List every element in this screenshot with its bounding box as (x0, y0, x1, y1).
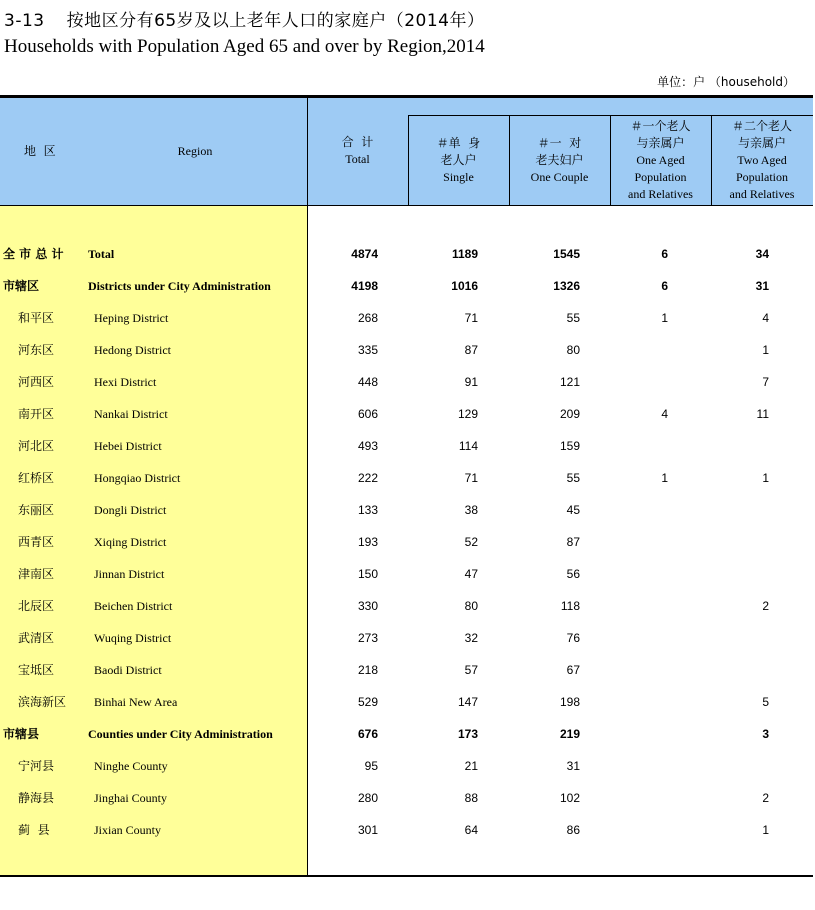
header-couple-cn2: 老夫妇户 (535, 152, 584, 167)
header-two-en1: Two Aged (737, 152, 787, 167)
region-en: Districts under City Administration (88, 279, 271, 293)
cell-single: 129 (457, 407, 478, 421)
header-couple-en: One Couple (530, 169, 589, 184)
header-divider (509, 115, 510, 205)
region-en: Baodi District (94, 663, 162, 677)
region-en: Jixian County (94, 823, 162, 837)
header-couple (509, 115, 610, 205)
title-cn-text: 按地区分有65岁及以上老年人口的家庭户（2014年） (66, 11, 485, 31)
table-row (0, 398, 813, 430)
cell-one-aged: 6 (661, 279, 668, 293)
cell-total: 95 (364, 759, 378, 773)
cell-total: 268 (357, 311, 378, 325)
header-single (408, 115, 509, 205)
table-row (0, 238, 813, 270)
cell-two-aged: 31 (755, 279, 769, 293)
region-en: Nankai District (94, 407, 168, 421)
cell-single: 57 (464, 663, 478, 677)
cell-couple: 87 (566, 535, 580, 549)
cell-single: 38 (464, 503, 478, 517)
cell-total: 529 (357, 695, 378, 709)
cell-couple: 1326 (553, 279, 580, 293)
cell-total: 301 (357, 823, 378, 837)
table-row (0, 814, 813, 846)
table-row (0, 302, 813, 334)
table-row (0, 622, 813, 654)
cell-two-aged: 1 (762, 823, 769, 837)
header-total-cn: 合 计 (341, 135, 374, 149)
header-one-en3: and Relatives (628, 186, 693, 201)
table-row (0, 750, 813, 782)
cell-couple: 159 (559, 439, 580, 453)
header-region-en (100, 98, 290, 205)
region-en: Binhai New Area (94, 695, 178, 709)
region-cn: 武清区 (18, 631, 55, 645)
table-row (0, 654, 813, 686)
region-en: Hongqiao District (94, 471, 181, 485)
header-two-cn2: 与亲属户 (737, 135, 786, 150)
header-one-cn1: ＃一个老人 (630, 118, 691, 133)
cell-single: 91 (464, 375, 478, 389)
cell-single: 71 (464, 471, 478, 485)
header-single-en: Single (443, 169, 474, 184)
cell-total: 218 (357, 663, 378, 677)
table-header (0, 98, 813, 206)
cell-one-aged: 6 (661, 247, 668, 261)
region-cn: 宁河县 (18, 759, 55, 773)
cell-couple: 56 (566, 567, 580, 581)
table-row (0, 590, 813, 622)
table-row (0, 462, 813, 494)
cell-total: 493 (357, 439, 378, 453)
region-cn: 河东区 (18, 343, 55, 357)
header-region-cn-text: 地 区 (24, 144, 56, 158)
region-cn: 南开区 (18, 407, 55, 421)
cell-total: 222 (357, 471, 378, 485)
header-two-en2: Population (735, 169, 788, 184)
region-cn: 河北区 (18, 439, 55, 453)
cell-two-aged: 34 (755, 247, 769, 261)
cell-couple: 76 (566, 631, 580, 645)
cell-single: 71 (464, 311, 478, 325)
table-row (0, 718, 813, 750)
header-single-cn1: ＃单 身 (436, 135, 481, 150)
table-row (0, 526, 813, 558)
header-subrule (408, 115, 813, 116)
region-en: Beichen District (94, 599, 173, 613)
region-en: Wuqing District (94, 631, 172, 645)
cell-single: 87 (464, 343, 478, 357)
cell-single: 80 (464, 599, 478, 613)
header-two-en3: and Relatives (729, 186, 795, 201)
table-title-cn (4, 6, 485, 31)
header-total-en: Total (345, 152, 370, 166)
header-divider (307, 98, 308, 205)
cell-couple: 198 (559, 695, 580, 709)
cell-single: 173 (457, 727, 478, 741)
cell-single: 64 (464, 823, 478, 837)
table-number: 3-13 (4, 11, 45, 31)
region-en: Counties under City Administration (88, 727, 273, 741)
cell-one-aged: 1 (661, 311, 668, 325)
header-single-cn2: 老人户 (440, 152, 477, 167)
cell-single: 1189 (451, 247, 478, 261)
region-cn: 津南区 (18, 567, 55, 581)
header-one-en1: One Aged (636, 152, 685, 167)
region-cn: 蓟 县 (18, 823, 50, 837)
region-cn: 滨海新区 (18, 695, 67, 709)
cell-couple: 118 (560, 599, 580, 613)
table-row (0, 366, 813, 398)
header-one-en2: Population (634, 169, 687, 184)
cell-couple: 45 (566, 503, 580, 517)
cell-couple: 80 (566, 343, 580, 357)
region-cn: 静海县 (18, 791, 55, 805)
region-en: Heping District (94, 311, 169, 325)
cell-couple: 67 (566, 663, 580, 677)
cell-couple: 209 (559, 407, 580, 421)
header-region-en-text: Region (177, 144, 213, 158)
header-one-aged (610, 115, 711, 205)
table-row (0, 270, 813, 302)
region-en: Ninghe County (94, 759, 168, 773)
header-region-cn (0, 98, 100, 205)
cell-single: 52 (464, 535, 478, 549)
header-divider (610, 115, 611, 205)
cell-single: 21 (464, 759, 478, 773)
cell-couple: 102 (559, 791, 580, 805)
cell-total: 193 (357, 535, 378, 549)
cell-couple: 1545 (553, 247, 580, 261)
cell-two-aged: 3 (762, 727, 769, 741)
header-one-cn2: 与亲属户 (636, 135, 685, 150)
table-row (0, 782, 813, 814)
cell-single: 88 (464, 791, 478, 805)
cell-total: 448 (357, 375, 378, 389)
header-two-aged (711, 115, 813, 205)
region-cn: 全 市 总 计 (3, 247, 64, 261)
cell-two-aged: 7 (762, 375, 769, 389)
cell-two-aged: 1 (762, 471, 769, 485)
unit-label: 单位：户 （household） (657, 75, 795, 89)
cell-total: 280 (357, 791, 378, 805)
region-en: Hedong District (94, 343, 171, 357)
bottom-rule (0, 875, 813, 877)
cell-couple: 55 (566, 471, 580, 485)
cell-total: 606 (357, 407, 378, 421)
cell-single: 147 (457, 695, 478, 709)
cell-single: 114 (458, 439, 478, 453)
table-title-en: Households with Population Aged 65 and over by Region,2014 (4, 36, 485, 57)
cell-one-aged: 1 (661, 471, 668, 485)
cell-total: 330 (357, 599, 378, 613)
cell-single: 47 (464, 567, 478, 581)
cell-couple: 86 (566, 823, 580, 837)
region-en: Jinghai County (94, 791, 168, 805)
table-row (0, 430, 813, 462)
table-row (0, 686, 813, 718)
region-cn: 市辖区 (3, 279, 40, 293)
table-row (0, 334, 813, 366)
region-cn: 和平区 (18, 311, 55, 325)
cell-total: 4874 (351, 247, 378, 261)
header-divider (711, 115, 712, 205)
region-en: Jinnan District (94, 567, 165, 581)
header-divider (408, 115, 409, 205)
cell-couple: 121 (559, 375, 580, 389)
cell-total: 4198 (351, 279, 378, 293)
region-cn: 北辰区 (18, 599, 55, 613)
cell-total: 150 (357, 567, 378, 581)
region-cn: 红桥区 (18, 471, 55, 485)
cell-two-aged: 2 (762, 599, 769, 613)
cell-two-aged: 2 (762, 791, 769, 805)
cell-two-aged: 4 (762, 311, 769, 325)
region-cn: 东丽区 (18, 503, 55, 517)
cell-total: 273 (357, 631, 378, 645)
region-en: Hexi District (94, 375, 157, 389)
header-two-cn1: ＃二个老人 (731, 118, 792, 133)
region-cn: 宝坻区 (18, 663, 55, 677)
cell-two-aged: 5 (762, 695, 769, 709)
cell-one-aged: 4 (661, 407, 668, 421)
table-row (0, 494, 813, 526)
cell-couple: 219 (559, 727, 580, 741)
header-couple-cn1: ＃一 对 (537, 135, 582, 150)
region-en: Dongli District (94, 503, 167, 517)
cell-two-aged: 11 (756, 407, 769, 421)
region-cn: 市辖县 (3, 727, 40, 741)
cell-two-aged: 1 (762, 343, 769, 357)
cell-couple: 31 (566, 759, 580, 773)
cell-total: 676 (357, 727, 378, 741)
header-total (307, 98, 408, 205)
table-row (0, 558, 813, 590)
cell-total: 133 (357, 503, 378, 517)
cell-couple: 55 (566, 311, 580, 325)
cell-single: 1016 (451, 279, 478, 293)
region-en: Total (88, 247, 115, 261)
region-cn: 西青区 (18, 535, 55, 549)
region-en: Xiqing District (94, 535, 167, 549)
region-cn: 河西区 (18, 375, 55, 389)
cell-single: 32 (464, 631, 478, 645)
cell-total: 335 (357, 343, 378, 357)
region-en: Hebei District (94, 439, 162, 453)
